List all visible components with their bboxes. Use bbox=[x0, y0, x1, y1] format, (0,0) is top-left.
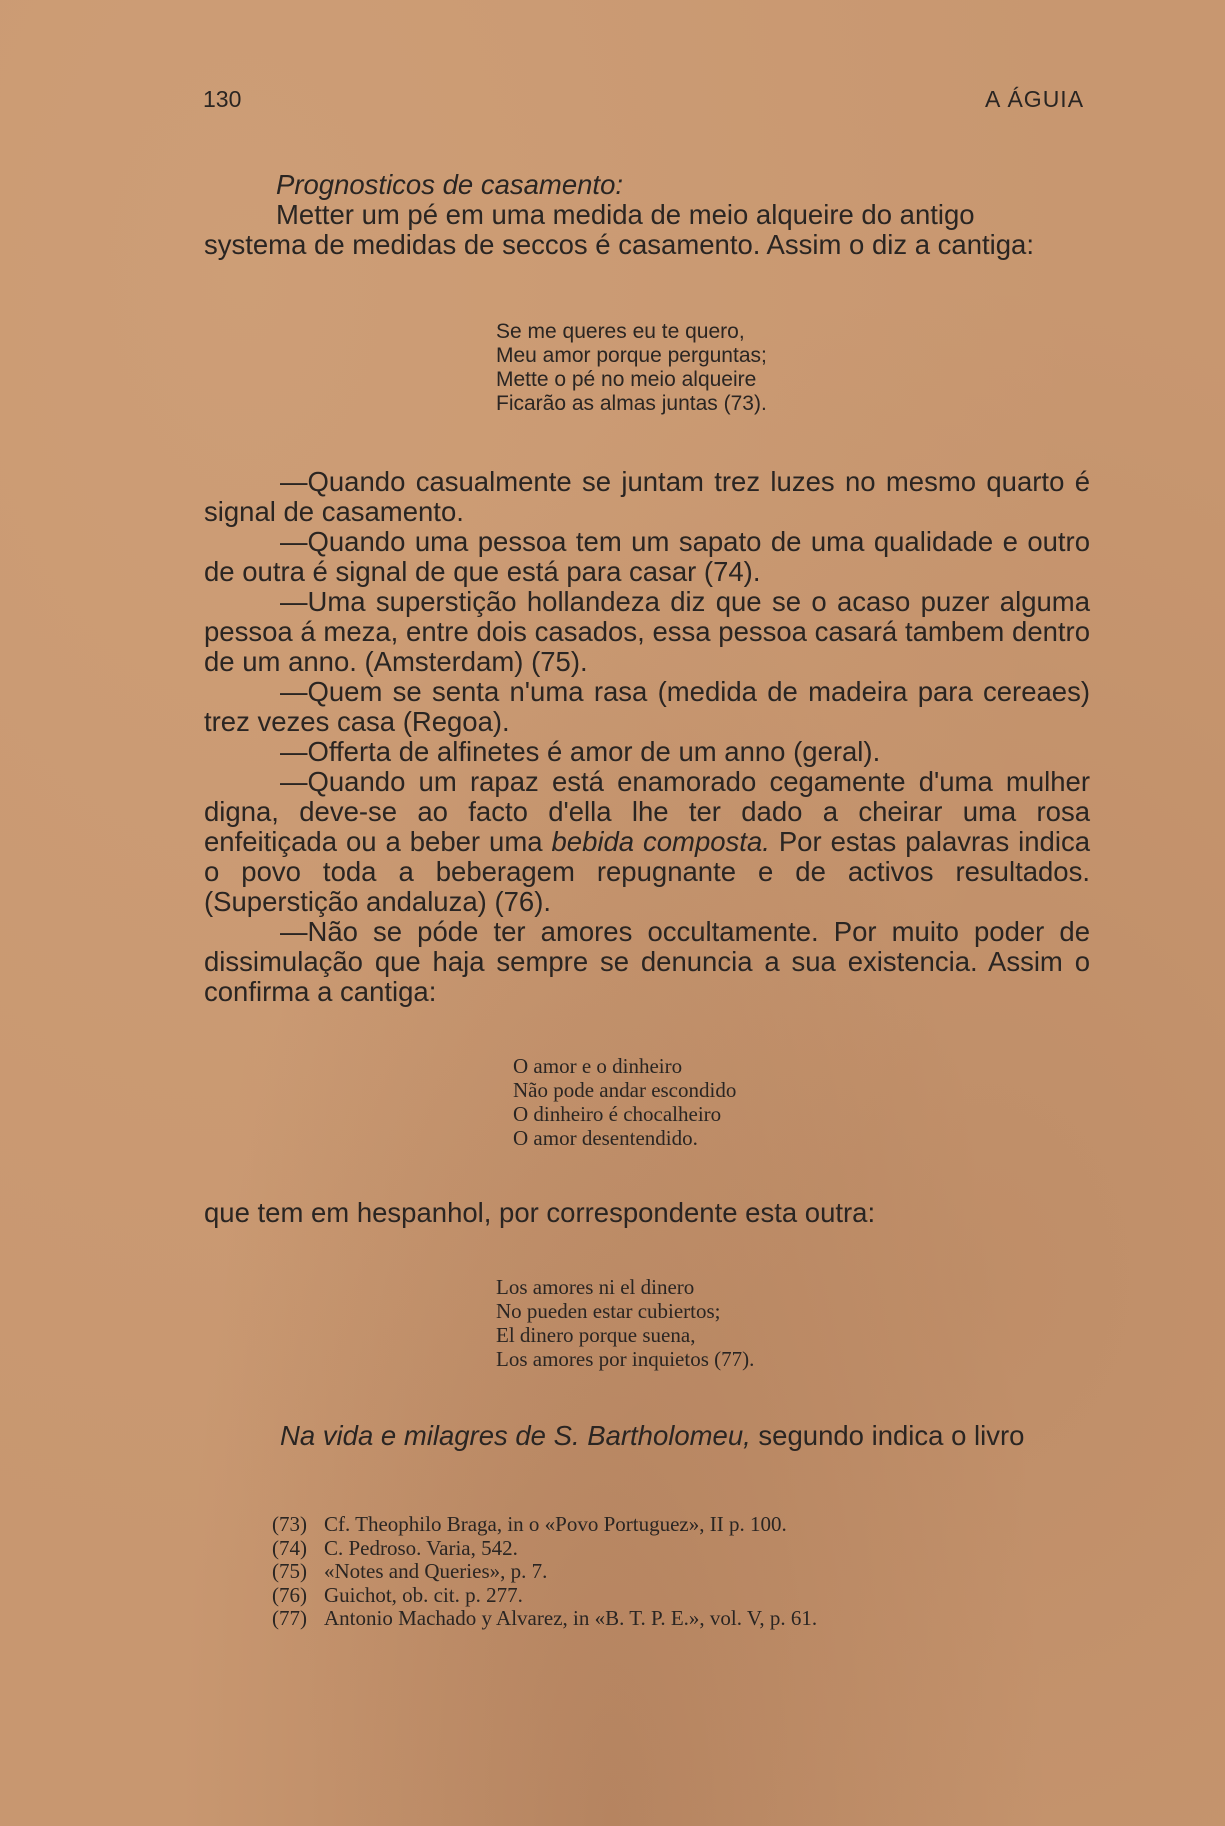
paragraph: —Offerta de alfinetes é amor de um anno (geral). bbox=[280, 736, 881, 767]
footnote-text: Antonio Machado y Alvarez, in «B. T. P. E.», vol. V, p. 61. bbox=[324, 1606, 818, 1630]
footnote bbox=[272, 1584, 817, 1608]
bridge-text bbox=[204, 1198, 1090, 1228]
text-run: —Quando um rapaz está enamorado cegamente d'uma mulher digna, deve-se ao facto d'ella lhe ter dado a cheirar uma rosa enfeitiçada ou a beber uma bbox=[204, 766, 1090, 857]
verse-line: O amor e o dinheiro bbox=[513, 1054, 683, 1078]
main-paragraphs bbox=[204, 467, 1090, 1007]
footnote-number: (73) bbox=[272, 1512, 307, 1536]
footnotes bbox=[272, 1513, 817, 1631]
verse-line: O dinheiro é chocalheiro bbox=[513, 1102, 722, 1126]
paragraph: —Não se póde ter amores occultamente. Por muito poder de dissimulação que haja sempre se denuncia a sua existencia. Assim o confirma a cantiga: bbox=[204, 916, 1090, 1007]
footnote-number: (76) bbox=[272, 1582, 307, 1607]
intro-line-1: Metter um pé em uma medida de meio alqueire do antigo bbox=[276, 199, 975, 230]
text-run: segundo indica o livro bbox=[750, 1420, 1025, 1451]
verse-line: Mette o pé no meio alqueire bbox=[496, 368, 757, 391]
bridge-line: que tem em hespanhol, por correspondente esta outra: bbox=[204, 1197, 876, 1228]
footnote-text: «Notes and Queries», p. 7. bbox=[324, 1559, 548, 1583]
paragraph: —Quando uma pessoa tem um sapato de uma qualidade e outro de outra é signal de que está para casar (74). bbox=[204, 526, 1090, 587]
footnote bbox=[272, 1560, 817, 1584]
verse-line: O amor desentendido. bbox=[513, 1126, 698, 1150]
footnote-text: C. Pedroso. Varia, 542. bbox=[324, 1535, 518, 1560]
emphasis-text: bebida composta. bbox=[551, 826, 770, 857]
verse-stanza-1 bbox=[496, 320, 767, 416]
verse-line: Ficarão as almas juntas (73). bbox=[496, 392, 767, 415]
verse-stanza-2 bbox=[513, 1054, 736, 1150]
footnote-text: Guichot, ob. cit. p. 277. bbox=[324, 1582, 523, 1607]
intro-line-2: systema de medidas de seccos é casamento. Assim o diz a cantiga: bbox=[204, 229, 1034, 260]
paragraph bbox=[204, 767, 1090, 917]
footnote-number: (77) bbox=[272, 1606, 307, 1630]
footnote bbox=[272, 1513, 817, 1537]
verse-line: Não pode andar escondido bbox=[513, 1078, 737, 1102]
section-heading: Prognosticos de casamento: bbox=[276, 169, 623, 200]
section-intro bbox=[204, 170, 1090, 260]
verse-line: Meu amor porque perguntas; bbox=[496, 344, 767, 367]
verse-stanza-3 bbox=[496, 1275, 754, 1371]
paragraph: —Quem se senta n'uma rasa (medida de madeira para cereaes) trez vezes casa (Regoa). bbox=[204, 676, 1090, 737]
footnote-text: Cf. Theophilo Braga, in o «Povo Portuguez», II p. 100. bbox=[324, 1512, 787, 1536]
verse-line: Se me queres eu te quero, bbox=[496, 320, 745, 343]
text-run: Por estas palavras indica o povo toda a beberagem repugnante e de activos resultados. (Superstição andaluza) (76). bbox=[204, 826, 1091, 917]
footnote bbox=[272, 1537, 817, 1561]
closing-line bbox=[280, 1421, 1090, 1451]
footnote-number: (75) bbox=[272, 1559, 307, 1583]
paragraph: —Uma superstição hollandeza diz que se o acaso puzer alguma pessoa á meza, entre dois casados, essa pessoa casará tambem dentro de um anno. (Amsterdam) (75). bbox=[204, 586, 1090, 677]
running-title: A ÁGUIA bbox=[985, 86, 1085, 112]
page-number: 130 bbox=[203, 86, 242, 112]
footnote bbox=[272, 1607, 817, 1631]
verse-line: Los amores por inquietos (77). bbox=[496, 1347, 755, 1371]
paragraph: —Quando casualmente se juntam trez luzes no mesmo quarto é signal de casamento. bbox=[204, 466, 1090, 527]
verse-line: El dinero porque suena, bbox=[496, 1323, 696, 1347]
footnote-number: (74) bbox=[272, 1535, 307, 1560]
verse-line: Los amores ni el dinero bbox=[496, 1275, 695, 1299]
verse-line: No pueden estar cubiertos; bbox=[496, 1299, 721, 1323]
emphasis-text: Na vida e milagres de S. Bartholomeu, bbox=[280, 1420, 751, 1451]
